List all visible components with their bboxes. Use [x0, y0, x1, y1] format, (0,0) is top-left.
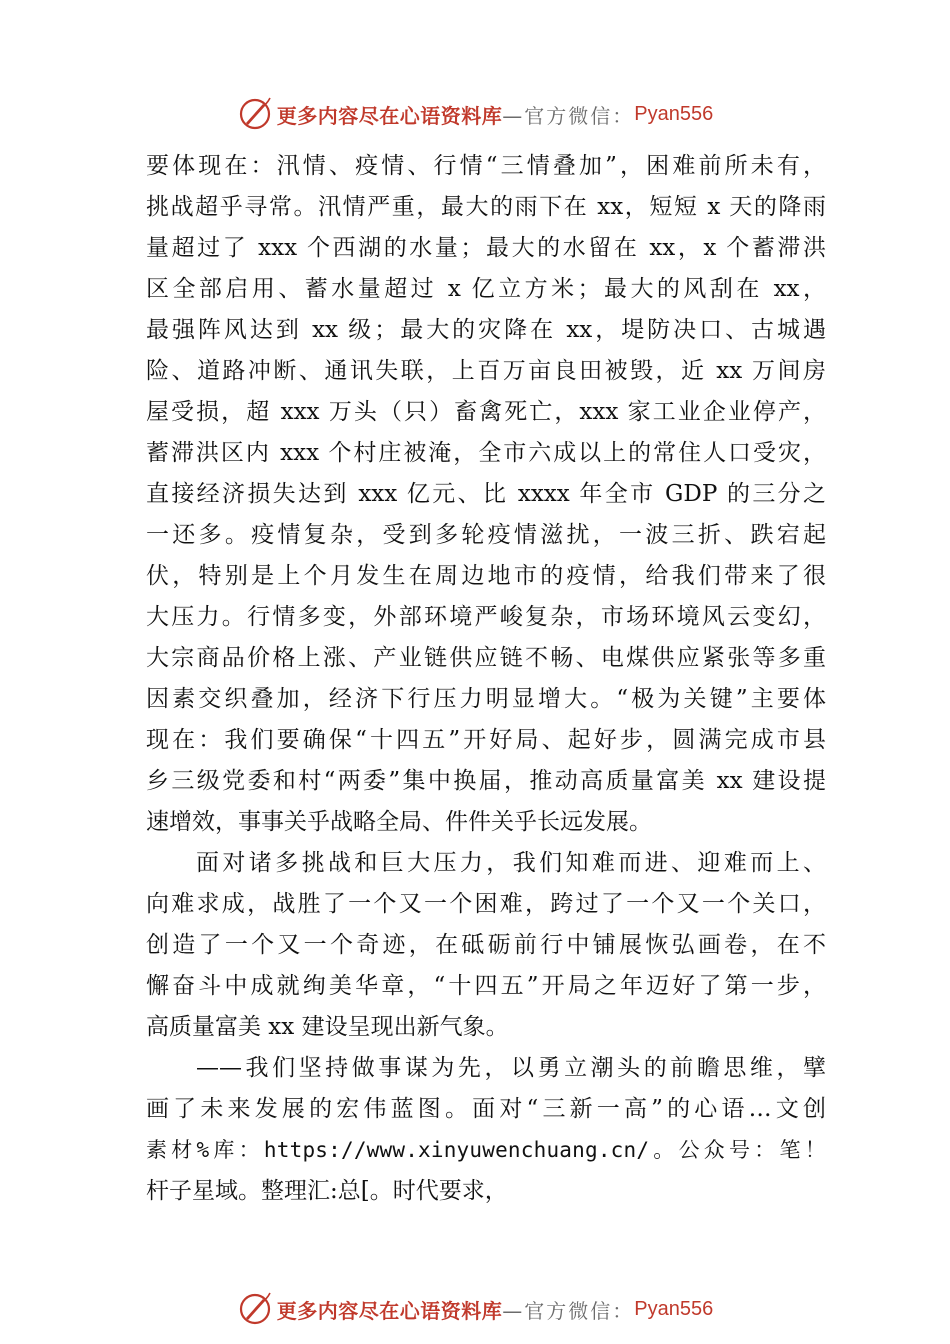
text-line: 大压力。行情多变，外部环境严峻复杂，市场环境风云变幻，	[146, 604, 826, 630]
banner-wechat-id: Pyan556	[634, 1297, 714, 1320]
paragraph-3	[146, 1048, 826, 1212]
banner-main-text: 更多内容尽在心语资料库	[276, 103, 503, 128]
text-line: 险、道路冲断、通讯失联，上百万亩良田被毁，近 xx 万间房	[146, 358, 826, 384]
quill-logo-icon	[237, 96, 273, 132]
quill-logo-icon	[237, 1291, 273, 1327]
text-line: 蓄滞洪区内 xxx 个村庄被淹，全市六成以上的常住人口受灾，	[146, 440, 826, 466]
paragraph-2	[146, 843, 826, 1048]
text-line: 高质量富美 xx 建设呈现出新气象。	[146, 1014, 509, 1040]
text-line: 一还多。疫情复杂，受到多轮疫情滋扰，一波三折、跌宕起	[146, 522, 826, 548]
banner-wechat-label: —官方微信：	[502, 1298, 635, 1323]
text-line: 直接经济损失达到 xxx 亿元、比 xxxx 年全市 GDP 的三分之	[146, 481, 826, 507]
text-line: 挑战超乎寻常。汛情严重，最大的雨下在 xx，短短 x 天的降雨	[146, 194, 826, 220]
text-line: 速增效，事事关乎战略全局、件件关乎长远发展。	[146, 809, 652, 835]
paragraph-1	[146, 146, 826, 843]
banner-main-text: 更多内容尽在心语资料库	[276, 1298, 503, 1323]
text-line: 面对诸多挑战和巨大压力，我们知难而进、迎难而上、	[196, 850, 826, 876]
text-line: 向难求成，战胜了一个又一个困难，跨过了一个又一个关口，	[146, 891, 826, 917]
text-line: 大宗商品价格上涨、产业链供应链不畅、电煤供应紧张等多重	[146, 645, 826, 671]
banner-wechat-id: Pyan556	[634, 102, 714, 125]
text-line: 现在：我们要确保“十四五”开好局、起好步，圆满完成市县	[146, 727, 826, 753]
text-line: 乡三级党委和村“两委”集中换届，推动高质量富美 xx 建设提	[146, 768, 826, 794]
text-line: 要体现在：汛情、疫情、行情“三情叠加”，困难前所未有，	[146, 153, 826, 179]
footer-watermark-banner	[0, 1287, 950, 1331]
text-line: 素材%库：https://www.xinyuwenchuang.cn/。公众号：笔！	[146, 1138, 826, 1162]
text-line: 量超过了 xxx 个西湖的水量；最大的水留在 xx，x 个蓄滞洪	[146, 235, 826, 261]
document-body	[146, 146, 826, 1212]
text-line: 杆子星域。整理汇:总[。时代要求，	[146, 1178, 508, 1204]
text-line: 最强阵风达到 xx 级；最大的灾降在 xx，堤防决口、古城遇	[146, 317, 826, 343]
text-line: 区全部启用、蓄水量超过 x 亿立方米；最大的风刮在 xx，	[146, 276, 826, 302]
text-line: 懈奋斗中成就绚美华章，“十四五”开局之年迈好了第一步，	[146, 973, 826, 999]
text-line: 画了未来发展的宏伟蓝图。面对“三新一高”的心语…文创	[146, 1096, 826, 1122]
header-watermark-banner	[0, 92, 950, 136]
text-line: ——我们坚持做事谋为先，以勇立潮头的前瞻思维，擘	[196, 1055, 826, 1081]
text-line: 因素交织叠加，经济下行压力明显增大。“极为关键”主要体	[146, 686, 826, 712]
banner-wechat-label: —官方微信：	[502, 103, 635, 128]
text-line: 屋受损，超 xxx 万头（只）畜禽死亡，xxx 家工业企业停产，	[146, 399, 826, 425]
text-line: 伏，特别是上个月发生在周边地市的疫情，给我们带来了很	[146, 563, 826, 589]
text-line: 创造了一个又一个奇迹，在砥砺前行中铺展恢弘画卷，在不	[146, 932, 826, 958]
